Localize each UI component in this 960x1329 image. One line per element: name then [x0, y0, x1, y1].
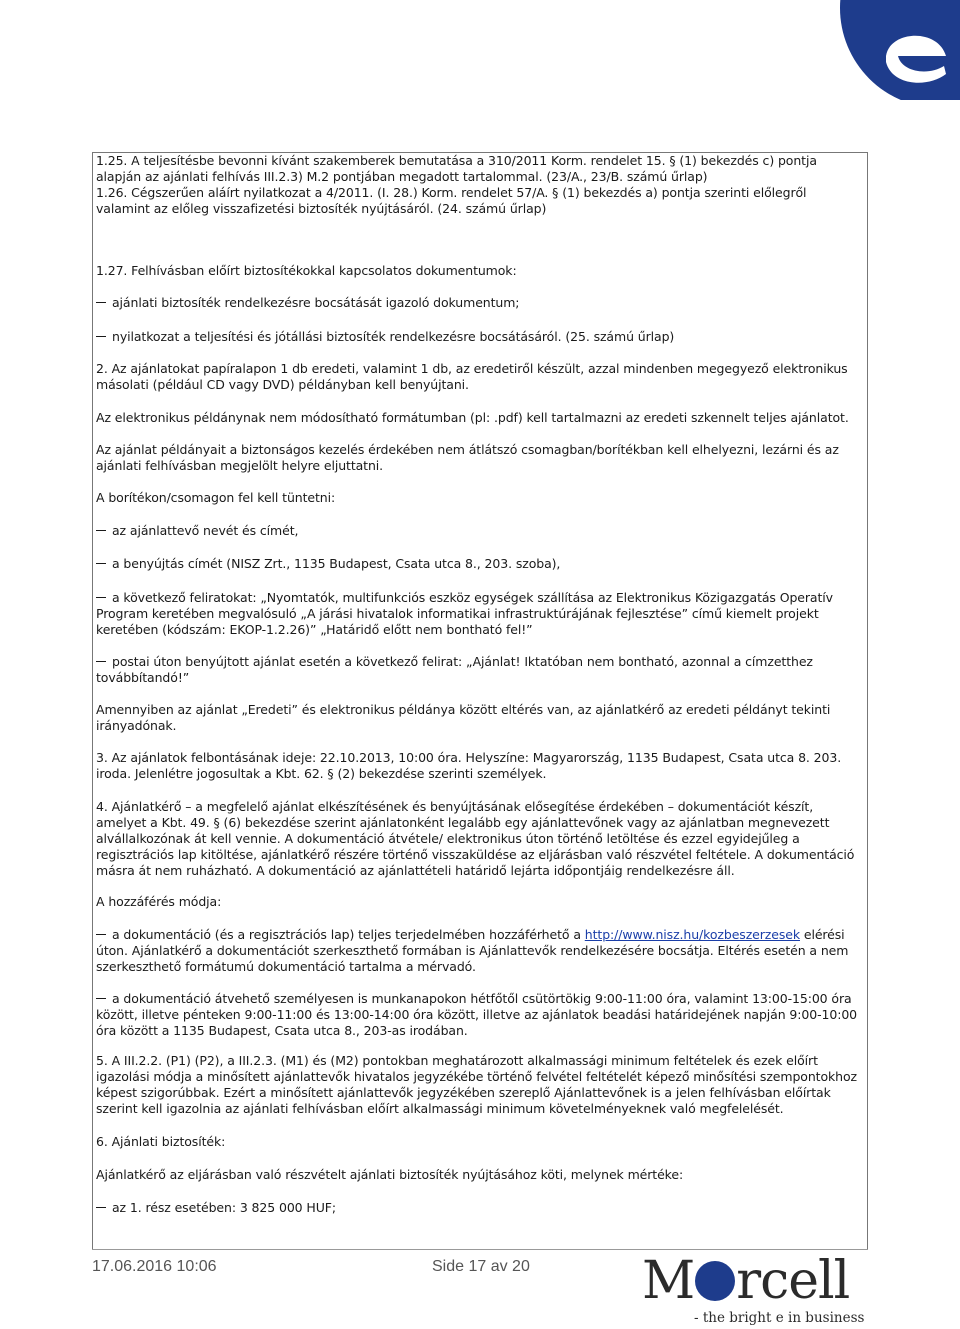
paragraph	[96, 361, 862, 393]
brand-name	[642, 1252, 849, 1310]
paragraph	[96, 490, 862, 506]
paragraph-text: Ajánlatkérő az eljárásban való részvételt ajánlati biztosíték nyújtásához köti, melynek mértéke:	[96, 1167, 684, 1182]
bright-e-logo-icon	[828, 0, 960, 100]
paragraph-text: 5. A III.2.2. (P1) (P2), a III.2.3. (M1) és (M2) pontokban meghatározott alkalmassági minimum feltételek és ezek előírt igazolási módja a minősített ajánlattevők hivatalos jegyzékébe történő felvétel feltételét képező minősítési szempontokhoz képest szigorúbbak. Ezért a minősített ajánlattevők jegyzékében szereplő Ajánlattevőnek is a jelen felhívásban előírtak szerint kell igazolnia az ajánlati felhívásban előírt alkalmassági minimum követelményeknek való megfelelését.	[96, 1053, 857, 1116]
brand-tagline: - the bright e in business	[694, 1310, 865, 1326]
dash-bullet-icon	[96, 934, 106, 935]
paragraph-text: 1.27. Felhívásban előírt biztosítékokkal kapcsolatos dokumentumok:	[96, 263, 517, 278]
paragraph-text: ajánlati biztosíték rendelkezésre bocsátását igazoló dokumentum;	[112, 295, 520, 310]
dash-bullet-icon	[96, 998, 106, 999]
dash-bullet-icon	[96, 530, 106, 531]
paragraph	[96, 894, 862, 910]
paragraph-text: Amennyiben az ajánlat „Eredeti” és elektronikus példánya között eltérés van, az ajánlatkérő az eredeti példányt tekinti irányadónak.	[96, 702, 831, 733]
paragraph-text: 6. Ajánlati biztosíték:	[96, 1134, 226, 1149]
paragraph-text: a következő feliratokat: „Nyomtatók, multifunkciós eszköz egységek szállítása az Elektronikus Közigazgatás Operatív Program keretében megvalósuló „A járási hivatalok informatikai infrastruktúrájának fejlesztése” című kiemelt projekt keretében (kódszám: EKOP-1.2.26)” „Határidő előtt nem bontható fel!”	[96, 590, 833, 637]
paragraph	[96, 1134, 862, 1150]
paragraph	[96, 1053, 862, 1117]
dash-bullet-icon	[96, 336, 106, 337]
bullet-item	[96, 295, 862, 311]
paragraph-text: a dokumentáció (és a regisztrációs lap) teljes terjedelmében hozzáférhető a	[112, 927, 585, 942]
access-mode-paragraph	[96, 927, 862, 975]
paragraph-text: 1.25. A teljesítésbe bevonni kívánt szakemberek bemutatása a 310/2011 Korm. rendelet 15. § (1) bekezdés c) pontja alapján az ajánlati felhívás III.2.3) M.2 pontjában megadott tartalommal. (23/A., 23/B. számú űrlap)	[96, 153, 817, 184]
content-frame-right	[867, 152, 868, 1249]
content-frame-left	[92, 152, 93, 1249]
paragraph	[96, 410, 862, 426]
paragraph	[96, 702, 862, 734]
paragraph	[96, 153, 862, 185]
footer-divider	[92, 1249, 868, 1250]
paragraph-text: 4. Ajánlatkérő – a megfelelő ajánlat elkészítésének és benyújtásának elősegítése érdekében – dokumentációt készít, amelyet a Kbt. 49. § (6) bekezdése szerint ajánlatonként legalább egy ajánlattevőnek vagy az ajánlatban megnevezett alvállalkozónak át kell vennie. A dokumentáció átvétele/ elektronikus úton történő letöltése és ezzel egyidejűleg a regisztrációs lap kitöltése, ajánlatkérő részére történő visszaküldése az eljárásban való részvétel feltétele. A dokumentáció másra át nem ruházható. A dokumentáció az ajánlattételi határidő lejárta időpontjáig rendelkezésre áll.	[96, 799, 855, 878]
paragraph-text: Az elektronikus példánynak nem módosítható formátumban (pl: .pdf) kell tartalmazni az eredeti szkennelt teljes ajánlatot.	[96, 410, 849, 425]
paragraph-text: A hozzáférés módja:	[96, 894, 222, 909]
brand-logo	[642, 1252, 864, 1328]
dash-bullet-icon	[96, 302, 106, 303]
brand-name-left: M	[642, 1251, 695, 1311]
paragraph	[96, 750, 862, 782]
paragraph-text: a benyújtás címét (NISZ Zrt., 1135 Budapest, Csata utca 8., 203. szoba),	[112, 556, 561, 571]
bullet-item	[96, 991, 862, 1039]
dash-bullet-icon	[96, 1207, 106, 1208]
paragraph	[96, 263, 862, 279]
paragraph-text: 2. Az ajánlatokat papíralapon 1 db eredeti, valamint 1 db, az eredetiről készült, azzal mindenben megegyező elektronikus másolati (például CD vagy DVD) példányban kell benyújtani.	[96, 361, 848, 392]
paragraph-text: 3. Az ajánlatok felbontásának ideje: 22.10.2013, 10:00 óra. Helyszíne: Magyarország, 1135 Budapest, Csata utca 8. 203. iroda. Jelenlétre jogosultak a Kbt. 62. § (2) bekezdése szerinti személyek.	[96, 750, 842, 781]
footer-datetime: 17.06.2016 10:06	[92, 1258, 217, 1275]
bullet-item	[96, 523, 862, 539]
bullet-item	[96, 556, 862, 572]
paragraph	[96, 1167, 862, 1183]
dash-bullet-icon	[96, 563, 106, 564]
bullet-item	[96, 654, 862, 686]
paragraph-text: elérési úton. Ajánlatkérő a dokumentációt szerkeszthető formában is Ajánlattevők rendelkezésére bocsátja. Eltérés esetén a nem szerkeszthető formátumú dokumentáció tartalma a mérvadó.	[96, 927, 849, 974]
brand-name-right: rcell	[736, 1251, 850, 1311]
nisz-procurement-link[interactable]: http://www.nisz.hu/kozbeszerzesek	[584, 927, 800, 942]
bullet-item	[96, 329, 862, 345]
paragraph-text: Az ajánlat példányait a biztonságos kezelés érdekében nem átlátszó csomagban/borítékban kell elhelyezni, lezárni és az ajánlati felhívásban megjelölt helyre eljuttatni.	[96, 442, 839, 473]
bullet-item	[96, 1200, 862, 1216]
footer-page-number: Side 17 av 20	[432, 1258, 530, 1275]
paragraph-text: 1.26. Cégszerűen aláírt nyilatkozat a 4/2011. (I. 28.) Korm. rendelet 57/A. § (1) bekezdés a) pontja szerinti előlegről valamint az előleg visszafizetési biztosíték nyújtásáról. (24. számú űrlap)	[96, 185, 807, 216]
dash-bullet-icon	[96, 597, 106, 598]
paragraph	[96, 442, 862, 474]
paragraph-text: az ajánlattevő nevét és címét,	[112, 523, 299, 538]
paragraph	[96, 185, 862, 217]
paragraph-text: postai úton benyújtott ajánlat esetén a következő felirat: „Ajánlat! Iktatóban nem bontható, azonnal a címzetthez továbbítandó!”	[96, 654, 813, 685]
brand-e-icon	[695, 1261, 735, 1301]
paragraph-text: az 1. rész esetében: 3 825 000 HUF;	[112, 1200, 336, 1215]
dash-bullet-icon	[96, 661, 106, 662]
paragraph-text: nyilatkozat a teljesítési és jótállási biztosíték rendelkezésre bocsátásáról. (25. számú űrlap)	[112, 329, 675, 344]
bullet-item	[96, 590, 862, 638]
paragraph	[96, 799, 862, 879]
paragraph-text: A borítékon/csomagon fel kell tüntetni:	[96, 490, 336, 505]
paragraph-text: a dokumentáció átvehető személyesen is munkanapokon hétfőtől csütörtökig 9:00-11:00 óra, valamint 13:00-15:00 óra között, illetve pénteken 9:00-11:00 és 13:00-14:00 óra között, illetve az ajánlatok beadási határidejének napján 9:00-10:00 óra között a 1135 Budapest, Csata utca 8., 203-as irodában.	[96, 991, 858, 1038]
